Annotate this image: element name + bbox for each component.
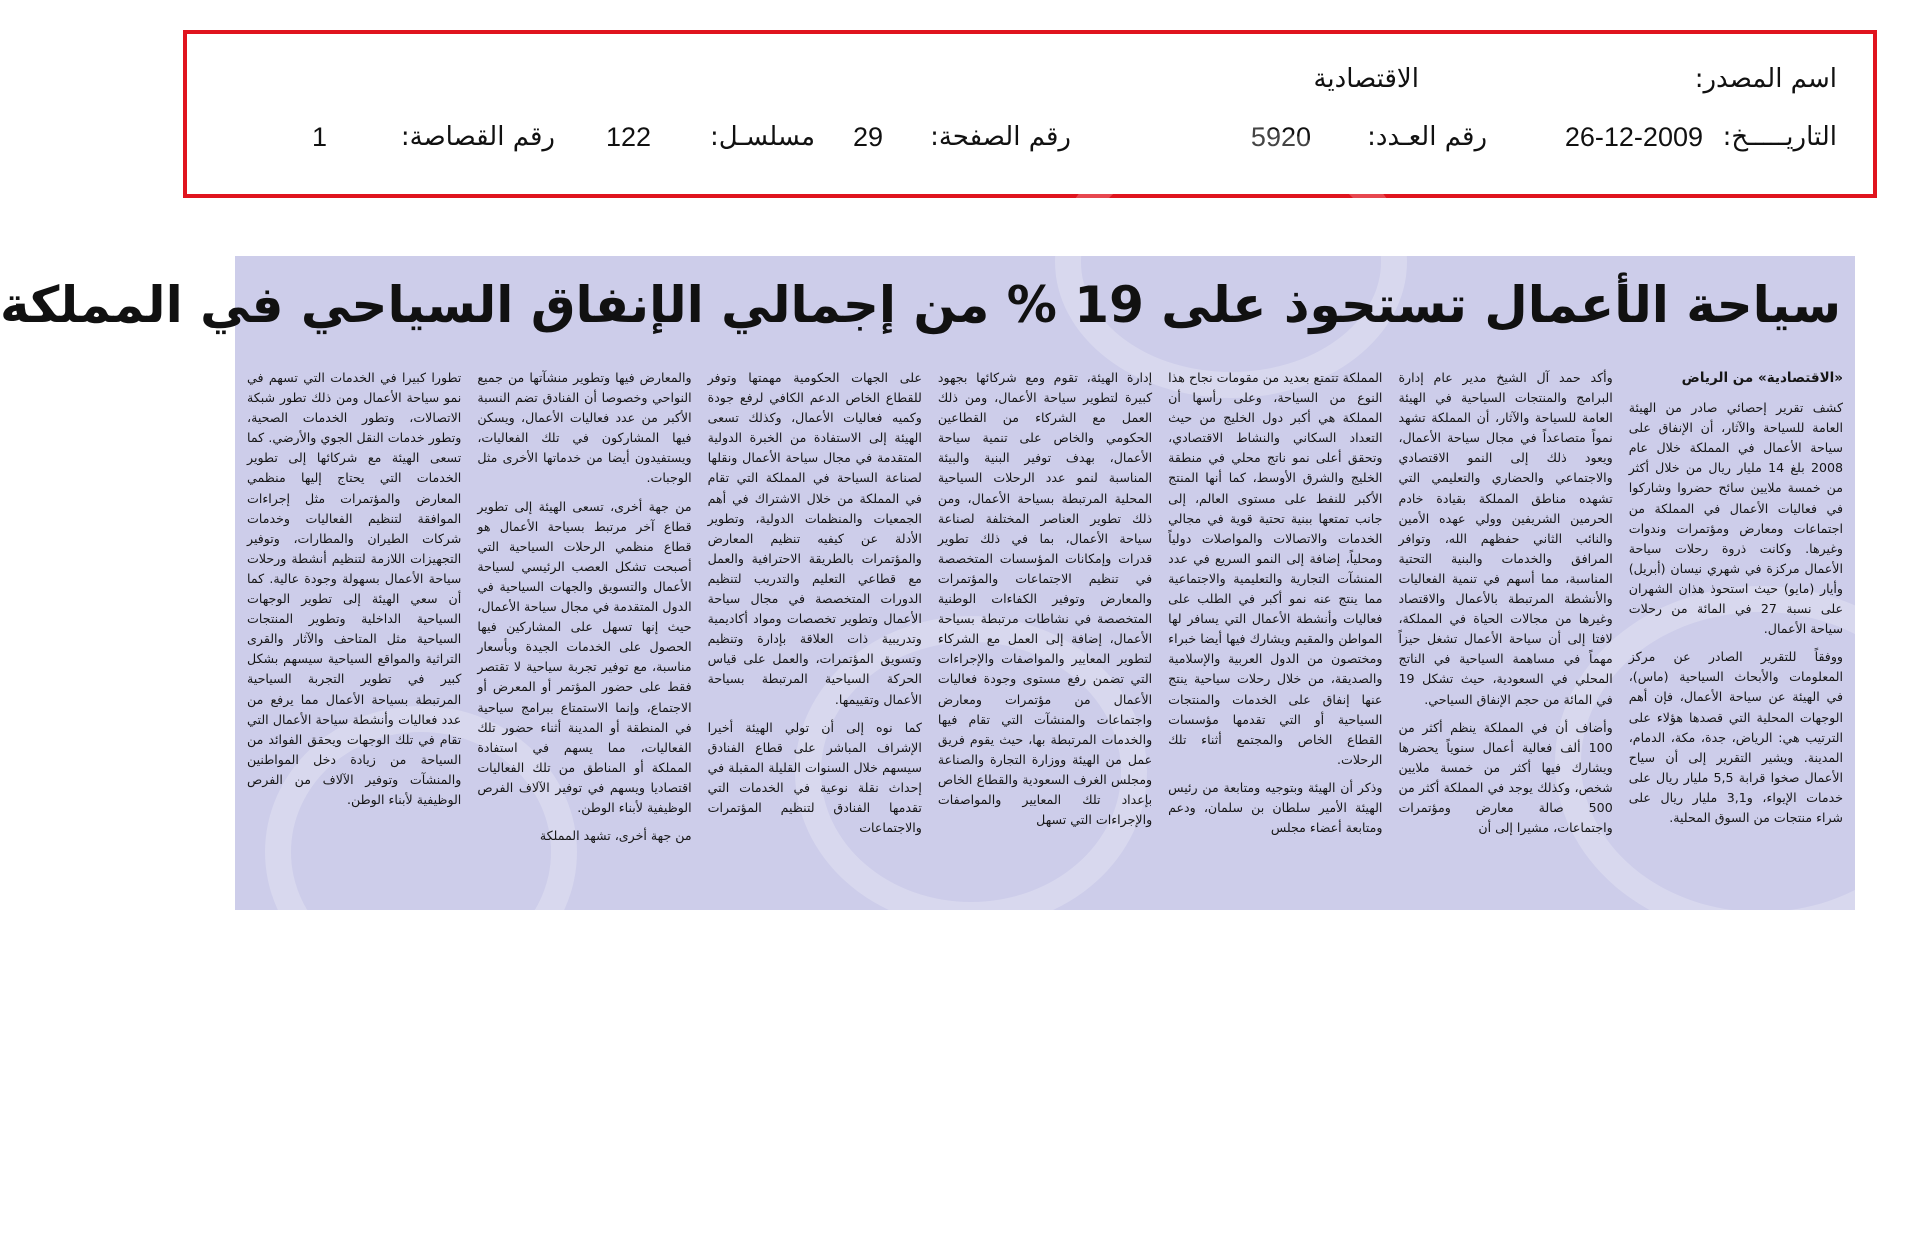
article-paragraph: وذكر أن الهيئة وبتوجيه ومتابعة من رئيس الهيئة الأمير سلطان بن سلمان، ودعم ومتابعة أعضاء مجلس [1168, 779, 1383, 836]
clip-number-label: رقم القصاصة: [400, 122, 555, 152]
article-paragraph: ووفقاً للتقرير الصادر عن مركز المعلومات والأبحاث السياحية (ماس)، في الهيئة عن سياحة الأعمال، فإن أهم الوجهات المحلية التي قصدها هؤلاء على الترتيب هي: الرياض، جدة، مكة، الدمام، المدينة. ويشير التقرير إلى أن سياح الأعمال صخوا قرابة 5,5 مليار ريال على خدمات الإيواء، و3,1 مليار ريال على شراء منتجات من السوق المحلية. [1628, 649, 1843, 825]
article-column [1168, 368, 1382, 898]
clip-number-value: 1 [311, 122, 327, 152]
article-paragraph: وأكد حمد آل الشيخ مدير عام إدارة البرامج والمنتجات السياحية في الهيئة العامة للسياحة والآثار، أن المملكة تشهد نمواً متصاعداً في مجال سياحة الأعمال، ويعود ذلك إلى النمو الاقتصادي والاجتماعي والحضاري والتعليمي التي تشهده مناطق المملكة بقيادة خادم الحرمين الشريفين وولي عهده الأمين والنائب الثاني حفظهم الله، وتوافر المرافق والخدمات والبنية التحتية المناسبة، مما أسهم في تنمية الفعاليات والأنشطة المرتبطة بالأعمال والاقتصاد وغيرها من مجالات الحياة في المملكة، لافتا إلى أن سياحة الأعمال تشغل حيزاً مهماً في مساهمة السياحية في الناتج المحلي في السعودية، حيث تشكل 19 في المائة من حجم الإنفاق السياحي. [1398, 370, 1613, 707]
article-paragraph: تطورا كبيرا في الخدمات التي تسهم في نمو سياحة الأعمال ومن ذلك تطور شبكة الاتصالات، وتطور الخدمات الصحية، وتطور خدمات النقل الجوي والأرضي. كما تسعى الهيئة مع شركائها إلى تطوير الخدمات التي يحتاج إليها منظمي المعارض والمؤتمرات مثل إجراءات الموافقة لتنظيم الفعاليات وخدمات شركات الطيران والمطارات، وتوفير التجهيزات اللازمة لتنظيم أنشطة ورحلات سياحة الأعمال بسهولة وجودة عالية. كما أن سعي الهيئة إلى تطوير الوجهات السياحية الداخلية وتطوير المنتجات السياحية مثل المتاحف والآثار والقرى التراثية والمواقع السياحية سيسهم بشكل كبير في تطوير التجربة السياحية المرتبطة بسياحة الأعمال مما يرفع من عدد فعاليات وأنشطة سياحة الأعمال التي تقام في تلك الوجهات ويحقق الفوائد من السياحة من زيادة دخل المواطنين والمنشآت وتوفير الآلاف من الفرص الوظيفية لأبناء الوطن. [247, 370, 462, 807]
article-column [477, 368, 691, 898]
article-paragraph: كشف تقرير إحصائي صادر من الهيئة العامة للسياحة والآثار، أن الإنفاق على سياحة الأعمال في المملكة خلال عام 2008 بلغ 14 مليار ريال من خلال أكثر من خمسة ملايين سائح حضروا وشاركوا في فعاليات الأعمال في المملكة من اجتماعات ومعارض ومؤتمرات وندوات وغيرها. وكانت ذروة رحلات سياحة الأعمال مركزة في شهري نيسان (أبريل) وأيار (مايو) حيث استحوذ هذان الشهران على نسبة 27 في المائة من رحلات سياحة الأعمال. [1628, 400, 1844, 637]
article-body [247, 368, 1843, 898]
article-column [1629, 368, 1843, 898]
article-column [938, 368, 1152, 898]
article-paragraph: كما نوه إلى أن تولي الهيئة أخيرا الإشراف المباشر على قطاع الفنادق سيسهم خلال السنوات القليلة المقبلة في إحداث نقلة نوعية في الخدمات التي تقدمها الفنادق لتنظيم المؤتمرات والاجتماعات [707, 719, 922, 836]
article-paragraph: من جهة أخرى، تسعى الهيئة إلى تطوير قطاع آخر مرتبط بسياحة الأعمال هو قطاع منظمي الرحلات السياحية التي أصبحت تشكل العصب الرئيسي لسياحة الأعمال والتسويق والجهات السياحية في الدول المتقدمة في مجال سياحة الأعمال، حيث إنها تسهل على المشاركين فيها الحصول على الخدمات الجيدة وبأسعار مناسبة، مع توفير تجربة سياحية لا تقتصر فقط على حضور المؤتمر أو المعرض أو الاجتماع، وإنما الاستمتاع ببرامج سياحية في المنطقة أو المدينة أثناء حضور تلك الفعاليات، مما يسهم في استفادة المملكة أو المناطق من تلك الفعاليات اقتصاديا ويسهم في توفير الآلاف الفرص الوظيفية لأبناء الوطن. [477, 498, 692, 815]
article-byline: «الاقتصادية» من الرياض [1681, 370, 1843, 386]
article-paragraph: وأضاف أن في المملكة ينظم أكثر من 100 ألف فعالية أعمال سنوياً يحضرها ويشارك فيها أكثر من خمسة ملايين شخص، وكذلك يوجد في المملكة أكثر من 500 صالة معارض ومؤتمرات واجتماعات، مشيرا إلى أن [1398, 719, 1613, 836]
issue-value: 5920 [1250, 122, 1311, 152]
issue-label: رقم العـدد: [1367, 122, 1487, 152]
watermark-logo-icon [1055, 126, 1407, 398]
article-headline: سياحة الأعمال تستحوذ على 19 % من إجمالي الإنفاق السياحي في المملكة [0, 276, 1841, 334]
article-paragraph: على الجهات الحكومية مهمتها وتوفر للقطاع الخاص الدعم الكافي لرفع جودة وكميه فعاليات الأعمال، وكذلك تسعى الهيئة إلى الاستفادة من الخبرة الدولية المتقدمة في مجال سياحة الأعمال ونقلها لصناعة السياحة في المملكة التي تقام في المملكة من خلال الاشتراك في أهم الجمعيات والمنظمات الدولية، وتطوير الأدلة عن كيفيه تنظيم المعارض والمؤتمرات بالطريقة الاحترافية والعمل مع قطاعي التعليم والتدريب لتنظيم الدورات المتخصصة في مجال سياحة الأعمال وتطوير تخصصات ومواد أكاديمية وتدريبية ذات العلاقة بإدارة وتنظيم وتسويق المؤتمرات، والعمل على قياس الحركة السياحية المرتبطة بسياحة الأعمال وتقييمها. [707, 370, 922, 707]
page-label: رقم الصفحة: [930, 122, 1071, 152]
serial-label: مسلسـل: [710, 122, 815, 152]
page-value: 29 [852, 122, 883, 152]
clipping-info-box [183, 30, 1877, 198]
date-value: 26-12-2009 [1564, 122, 1703, 152]
source-label: اسم المصدر: [1694, 64, 1837, 94]
article-paragraph: والمعارض فيها وتطوير منشآتها من جميع النواحي وخصوصا أن الفنادق تضم النسبة الأكبر من عدد فعاليات الأعمال، ويسكن فيها المشاركون في تلك الفعاليات، ويستفيدون أيضا من خدماتها الأخرى مثل الوجبات. [477, 370, 692, 486]
article-column [1398, 368, 1612, 898]
source-value: الاقتصادية [1313, 64, 1419, 94]
article-column [247, 368, 461, 898]
article-paragraph: إدارة الهيئة، تقوم ومع شركائها بجهود كبيرة لتطوير سياحة الأعمال، ومن ذلك العمل مع الشركاء من القطاعين الحكومي والخاص على تنمية سياحة الأعمال، بهدف توفير البنية والبيئة المناسبة لنمو عدد الرحلات السياحية المحلية المرتبطة بسياحة الأعمال، ومن ذلك تطوير العناصر المختلفة لصناعة سياحة الأعمال، بما في ذلك تطوير قدرات وإمكانات المؤسسات المتخصصة في تنظيم الاجتماعات والمؤتمرات والمعارض وتوفير الكفاءات الوطنية المتخصصة في نشاطات مرتبطة بسياحة الأعمال، إضافة إلى العمل مع الشركاء لتطوير المعايير والمواصفات والإجراءات التي تضمن رفع مستوى وجودة فعاليات الأعمال من مؤتمرات ومعارض واجتماعات والمنشآت التي تقام فيها والخدمات المرتبطة بها، حيث يقوم فريق عمل من الهيئة ووزارة التجارة والصناعة ومجلس الغرف السعودية والقطاع الخاص بإعداد تلك المعايير والمواصفات والإجراءات التي تسهل [937, 370, 1153, 828]
serial-value: 122 [605, 122, 651, 152]
article-column [708, 368, 922, 898]
article-paragraph: المملكة تتمتع بعديد من مقومات نجاح هذا النوع من السياحة، وعلى رأسها أن المملكة هي أكبر دول الخليج من حيث التعداد السكاني والنشاط الاقتصادي، وتحقق أعلى نمو ناتج محلي في منطقة الخليج والشرق الأوسط، كما أنها المنتج الأكبر للنفط على مستوى العالم، إلى جانب تمتعها ببنية تحتية قوية في مجالي الخدمات والاتصالات والمواصلات دولياً ومحلياً، إضافة إلى النمو السريع في عدد المنشآت التجارية والتعليمية والاجتماعية مما ينتج عنه نمو أكبر في الطلب على فعاليات وأنشطة الأعمال التي يسافر لها المواطن والمقيم ويشارك فيها أيضا خبراء ومختصون من الدول العربية والإسلامية والصديقة، من خلال رحلات سياحية ينتج عنها إنفاق على الخدمات والمنتجات السياحية أو التي تقدمها مؤسسات القطاع الخاص والمجتمع أثناء تلك الرحلات. [1168, 370, 1383, 767]
article-paragraph: من جهة أخرى، تشهد المملكة [539, 828, 692, 844]
date-label: التاريـــــخ: [1722, 122, 1837, 152]
article-clipping [0, 256, 1855, 910]
